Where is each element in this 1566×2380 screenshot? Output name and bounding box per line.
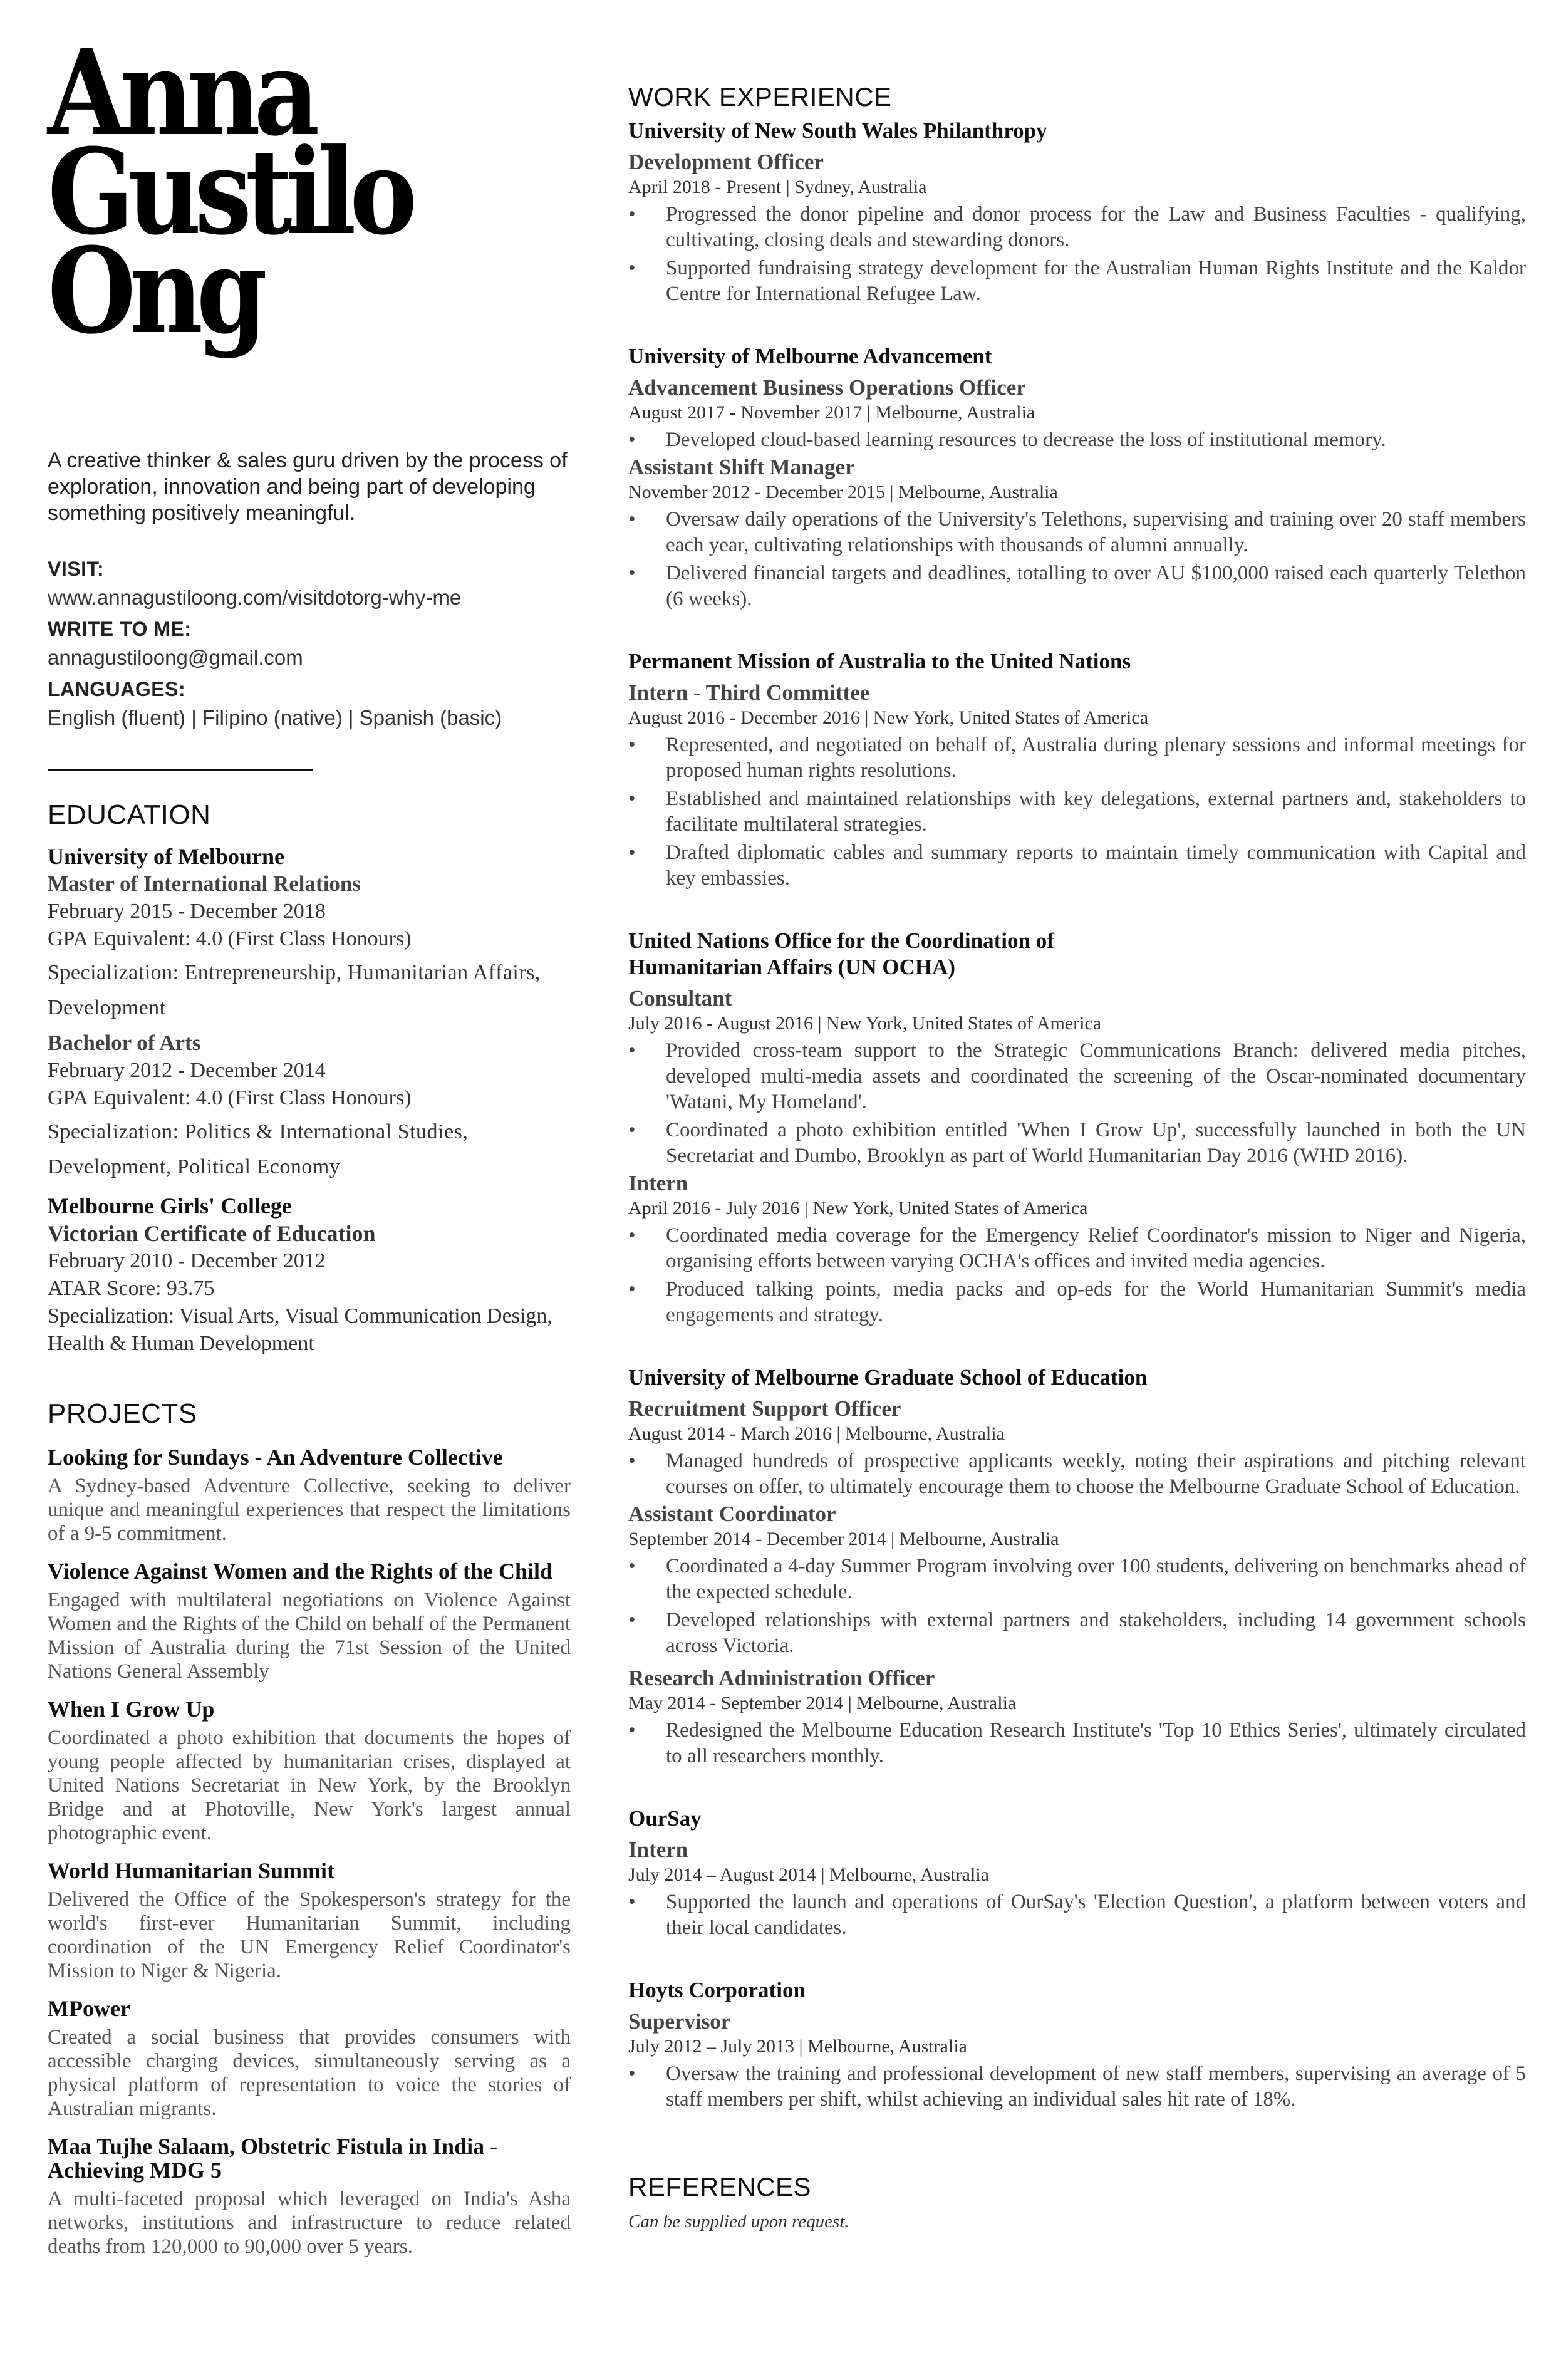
languages-value: English (fluent) | Filipino (native) | Spanish (basic) (48, 706, 502, 729)
degree-gpa: GPA Equivalent: 4.0 (First Class Honours) (48, 1086, 412, 1109)
job-role: Development Officer (628, 150, 824, 174)
project-item (48, 2134, 571, 2258)
degree-dates: February 2012 - December 2014 (48, 1059, 326, 1082)
degree-score: ATAR Score: 93.75 (48, 1277, 215, 1300)
project-item (48, 1859, 571, 1983)
left-column (48, 24, 571, 2258)
project-description: Created a social business that provides consumers with accessible charging devices, simultaneously serving as a physical platform of representation to voice the stories of Australian migrants. (48, 2026, 571, 2120)
job-meta: November 2012 - December 2015 | Melbourne, Australia (628, 482, 1058, 502)
name-line: Anna (48, 24, 314, 162)
project-title: When I Grow Up (48, 1697, 215, 1722)
work-org (628, 1977, 1526, 2112)
candidate-name (48, 24, 497, 360)
project-title: MPower (48, 1996, 130, 2021)
job-bullet: • Developed relationships with external partners and stakeholders, including 14 government schools across Victoria. (628, 1608, 1526, 1659)
references-section (628, 2170, 1526, 2233)
degree-specialization: Specialization: Entrepreneurship, Humanitarian Affairs, Development (48, 961, 541, 1019)
visit-label: VISIT: (48, 558, 105, 580)
education-institution: University of Melbourne (48, 844, 284, 869)
work-org (628, 1364, 1526, 1769)
contact-block (48, 555, 571, 733)
project-description: Delivered the Office of the Spokesperson's strategy for the world's first-ever Humanitarian Summit, including coordination of the UN Emergency Relief Coordinator's Mission to Niger & Nigeria. (48, 1888, 571, 1982)
job-role: Advancement Business Operations Officer (628, 375, 1026, 400)
tagline: A creative thinker & sales guru driven by the process of exploration, innovation and being part of developing something positively meaningful. (48, 449, 568, 525)
degree-gpa: GPA Equivalent: 4.0 (First Class Honours) (48, 927, 412, 950)
divider (48, 769, 313, 771)
job-bullet: • Redesigned the Melbourne Education Research Institute's 'Top 10 Ethics Series', ultimately circulated to all researchers monthly. (628, 1718, 1526, 1769)
job-bullet: • Coordinated a 4-day Summer Program involving over 100 students, delivering on benchmarks ahead of the expected schedule. (628, 1554, 1526, 1605)
job-role: Supervisor (628, 2009, 731, 2034)
org-name: Permanent Mission of Australia to the United Nations (628, 649, 1131, 673)
job-bullet: • Developed cloud-based learning resources to decrease the loss of institutional memory. (628, 427, 1526, 453)
project-title: Maa Tujhe Salaam, Obstetric Fistula in India - Achieving MDG 5 (48, 2134, 498, 2183)
job-bullet: • Progressed the donor pipeline and donor process for the Law and Business Faculties - qualifying, cultivating, closing deals and stewarding donors. (628, 202, 1526, 253)
work-org (628, 928, 1526, 1328)
org-name: University of Melbourne Graduate School of Education (628, 1365, 1148, 1390)
job-bullet: • Supported fundraising strategy development for the Australian Human Rights Institute and the Kaldor Centre for International Refugee Law. (628, 256, 1526, 307)
job-role: Intern (628, 1837, 688, 1862)
job-meta: August 2014 - March 2016 | Melbourne, Australia (628, 1423, 1005, 1444)
degree-specialization: Specialization: Politics & International Studies, Development, Political Economy (48, 1120, 469, 1178)
project-item (48, 1559, 571, 1683)
projects-section (48, 1396, 571, 2258)
project-title: Violence Against Women and the Rights of the Child (48, 1559, 553, 1584)
job-role: Assistant Coordinator (628, 1502, 836, 1526)
references-note: Can be supplied upon request. (628, 2211, 849, 2232)
job-meta: August 2016 - December 2016 | New York, United States of America (628, 707, 1149, 728)
degree-title: Master of International Relations (48, 871, 361, 896)
org-name: OurSay (628, 1806, 702, 1831)
project-item (48, 1997, 571, 2121)
projects-title: PROJECTS (48, 1398, 197, 1429)
project-item (48, 1697, 571, 1845)
job-role: Consultant (628, 986, 732, 1011)
job-bullet: • Represented, and negotiated on behalf of, Australia during plenary sessions and informal meetings for proposed human rights resolutions. (628, 732, 1526, 784)
write-label: WRITE TO ME: (48, 618, 192, 640)
education-section (48, 798, 571, 1358)
org-name: University of Melbourne Advancement (628, 344, 992, 368)
education-institution: Melbourne Girls' College (48, 1193, 292, 1219)
references-title: REFERENCES (628, 2172, 812, 2201)
job-bullet: • Coordinated media coverage for the Emergency Relief Coordinator's mission to Niger and Nigeria, organising efforts between varying OCHA's offices and invited media agencies. (628, 1223, 1526, 1274)
job-meta: September 2014 - December 2014 | Melbourne, Australia (628, 1529, 1059, 1549)
job-bullet: • Oversaw daily operations of the University's Telethons, supervising and training over 20 staff members each year, cultivating relationships with thousands of alumni annually. (628, 507, 1526, 558)
work-org (628, 1806, 1526, 1941)
job-bullet: • Supported the launch and operations of OurSay's 'Election Question', a platform between voters and their local candidates. (628, 1889, 1526, 1941)
work-org (628, 648, 1526, 891)
project-description: A multi-faceted proposal which leveraged on India's Asha networks, institutions and infrastructure to reduce related deaths from 120,000 to 90,000 over 5 years. (48, 2188, 571, 2258)
job-bullet: • Coordinated a photo exhibition entitled 'When I Grow Up', successfully launched in both the UN Secretariat and Dumbo, Brooklyn as part of World Humanitarian Day 2016 (WHD 2016). (628, 1118, 1526, 1169)
job-meta: July 2014 – August 2014 | Melbourne, Australia (628, 1864, 989, 1885)
email-link[interactable]: annagustiloong@gmail.com (48, 646, 303, 669)
job-role: Intern (628, 1171, 688, 1195)
job-meta: July 2016 - August 2016 | New York, United States of America (628, 1013, 1102, 1034)
degree-specialization: Specialization: Visual Arts, Visual Communication Design, Health & Human Development (48, 1304, 552, 1355)
job-bullet: • Produced talking points, media packs and op-eds for the World Humanitarian Summit's media engagements and strategy. (628, 1277, 1526, 1328)
job-role: Intern - Third Committee (628, 680, 870, 705)
project-title: World Humanitarian Summit (48, 1858, 335, 1883)
project-description: A Sydney-based Adventure Collective, seeking to deliver unique and meaningful experiences that respect the limitations of a 9-5 commitment. (48, 1475, 571, 1545)
degree-dates: February 2010 - December 2012 (48, 1249, 326, 1272)
job-bullet: • Provided cross-team support to the Strategic Communications Branch: delivered media pitches, developed multi-media assets and coordinated the screening of the Oscar-nominated documentary 'Watani, My Homeland'. (628, 1038, 1526, 1115)
degree-dates: February 2015 - December 2018 (48, 900, 326, 923)
name-line: Gustilo (48, 123, 411, 261)
job-bullet: • Drafted diplomatic cables and summary reports to maintain timely communication with Capital and key embassies. (628, 840, 1526, 891)
work-org (628, 343, 1526, 612)
job-bullet: • Established and maintained relationships with key delegations, external partners and, stakeholders to facilitate multilateral strategies. (628, 786, 1526, 838)
org-name: Hoyts Corporation (628, 1978, 806, 2002)
website-link[interactable]: www.annagustiloong.com/visitdotorg-why-me (48, 586, 462, 609)
job-meta: April 2016 - July 2016 | New York, United States of America (628, 1198, 1088, 1219)
right-column (628, 80, 1526, 2233)
work-org (628, 118, 1526, 307)
project-item (48, 1445, 571, 1546)
job-role: Recruitment Support Officer (628, 1396, 901, 1421)
project-title: Looking for Sundays - An Adventure Collective (48, 1445, 503, 1470)
job-bullet: • Delivered financial targets and deadlines, totalling to over AU $100,000 raised each quarterly Telethon (6 weeks). (628, 561, 1526, 612)
org-name: United Nations Office for the Coordination of Humanitarian Affairs (UN OCHA) (628, 928, 1054, 979)
project-description: Engaged with multilateral negotiations on Violence Against Women and the Rights of the Child on behalf of the Permanent Mission of Australia during the 71st Session of the United Nations General Assembly (48, 1589, 571, 1683)
job-meta: August 2017 - November 2017 | Melbourne, Australia (628, 402, 1035, 423)
org-name: University of New South Wales Philanthropy (628, 118, 1047, 143)
project-description: Coordinated a photo exhibition that documents the hopes of young people affected by humanitarian crises, displayed at United Nations Secretariat in New York, by the Brooklyn Bridge and at Photoville, New York's largest annual photographic event. (48, 1727, 571, 1844)
job-bullet: • Managed hundreds of prospective applicants weekly, noting their aspirations and pitching relevant courses on offer, to ultimately encourage them to choose the Melbourne Graduate School of Education. (628, 1448, 1526, 1500)
degree-title: Bachelor of Arts (48, 1031, 201, 1055)
job-bullet: • Oversaw the training and professional development of new staff members, supervising an average of 5 staff members per shift, whilst achieving an individual sales hit rate of 18%. (628, 2061, 1526, 2112)
work-experience-title: WORK EXPERIENCE (628, 82, 892, 112)
job-role: Assistant Shift Manager (628, 455, 855, 479)
job-role: Research Administration Officer (628, 1666, 935, 1690)
job-meta: May 2014 - September 2014 | Melbourne, Australia (628, 1693, 1017, 1713)
job-meta: July 2012 – July 2013 | Melbourne, Australia (628, 2036, 967, 2057)
name-line: Ong (48, 222, 261, 360)
languages-label: LANGUAGES: (48, 678, 186, 700)
degree-title: Victorian Certificate of Education (48, 1221, 376, 1246)
job-meta: April 2018 - Present | Sydney, Australia (628, 177, 927, 197)
education-title: EDUCATION (48, 799, 211, 830)
